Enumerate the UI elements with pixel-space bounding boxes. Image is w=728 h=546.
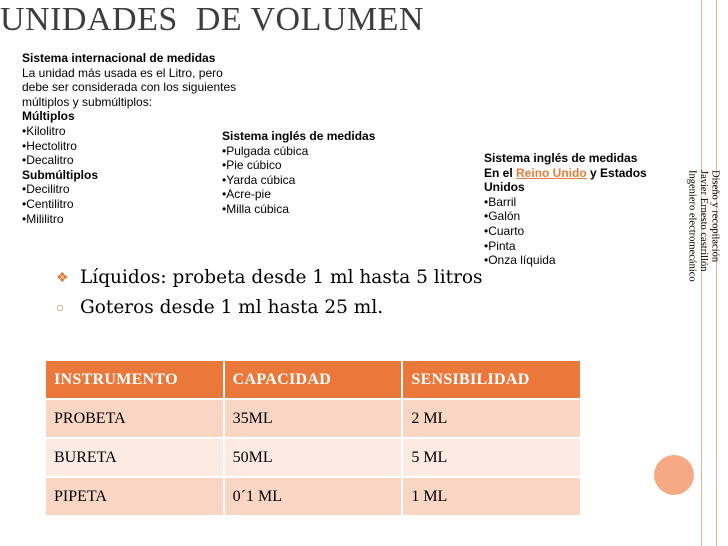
si-heading: Sistema internacional de medidas — [22, 51, 216, 65]
bullet-item — [56, 292, 483, 322]
uk-us-item: •Galón — [484, 209, 521, 224]
bullet-item — [56, 262, 483, 292]
reino-unido-link[interactable]: Reino Unido — [516, 165, 587, 180]
table-cell: PROBETA — [45, 399, 224, 438]
uk-us-prefix: En el — [484, 165, 517, 180]
credit-line: Javier Ernesto castrillón — [698, 170, 709, 272]
table-row — [45, 399, 581, 438]
header-sensibilidad: SENSIBILIDAD — [402, 360, 581, 399]
submultiplo-item: •Centilitro — [22, 196, 74, 211]
circle-bullet-icon: ○ — [56, 299, 65, 315]
table-cell: 50ML — [224, 438, 403, 477]
english-item: •Acre-pie — [222, 187, 271, 202]
multiplo-item: •Kilolitro — [22, 123, 66, 138]
uk-us-units-block — [484, 151, 647, 268]
english-item: •Milla cúbica — [222, 201, 289, 216]
page-title: UNIDADES DE VOLUMEN — [0, 1, 424, 38]
header-capacidad: CAPACIDAD — [224, 360, 403, 399]
english-heading: Sistema inglés de medidas — [222, 129, 376, 143]
uk-us-subheading-2: Unidos — [484, 180, 525, 195]
submultiplos-label: Submúltiplos — [22, 167, 98, 182]
table-cell: 1 ML — [402, 477, 581, 516]
si-intro-line: múltiplos y submúltiplos: — [22, 94, 153, 109]
multiplo-item: •Hectolitro — [22, 138, 77, 153]
english-item: •Pie cúbico — [222, 158, 282, 173]
decorative-circle — [654, 455, 694, 495]
si-intro-line: La unidad más usada es el Litro, pero — [22, 65, 223, 80]
si-intro-line: debe ser considerada con los siguientes — [22, 80, 237, 95]
multiplos-label: Múltiplos — [22, 109, 75, 124]
table-row — [45, 438, 581, 477]
english-item: •Pulgada cúbica — [222, 143, 309, 158]
bullet-list — [56, 262, 483, 322]
bullet-text: Goteros desde 1 ml hasta 25 ml. — [80, 296, 384, 318]
submultiplo-item: •Decilitro — [22, 182, 70, 197]
table-cell: BURETA — [45, 438, 224, 477]
bullet-text: Líquidos: probeta desde 1 ml hasta 5 litros — [80, 266, 483, 288]
uk-us-item: •Onza líquida — [484, 253, 556, 268]
credit-line: Ingeniero electromecánico — [686, 170, 698, 282]
table-cell: PIPETA — [45, 477, 224, 516]
uk-us-subheading — [484, 166, 647, 181]
table-row — [45, 477, 581, 516]
credit-line: Diseño y recopilación — [709, 170, 721, 263]
uk-us-heading: Sistema inglés de medidas — [484, 151, 638, 165]
english-units-block — [222, 129, 375, 217]
submultiplo-item: •Mililitro — [22, 211, 64, 226]
uk-us-item: •Cuarto — [484, 223, 525, 238]
header-instrumento: INSTRUMENTO — [45, 360, 224, 399]
uk-us-item: •Barril — [484, 194, 517, 209]
table-cell: 0´1 ML — [224, 477, 403, 516]
si-units-block — [22, 51, 236, 226]
uk-us-suffix: y Estados — [586, 165, 647, 180]
diamond-bullet-icon: ❖ — [56, 268, 69, 285]
english-item: •Yarda cúbica — [222, 172, 296, 187]
table-cell: 5 ML — [402, 438, 581, 477]
table-header-row — [45, 360, 581, 399]
instruments-table — [44, 359, 582, 517]
table-cell: 35ML — [224, 399, 403, 438]
table-cell: 2 ML — [402, 399, 581, 438]
uk-us-item: •Pinta — [484, 238, 516, 253]
multiplo-item: •Decalitro — [22, 153, 74, 168]
author-credit — [686, 170, 721, 282]
